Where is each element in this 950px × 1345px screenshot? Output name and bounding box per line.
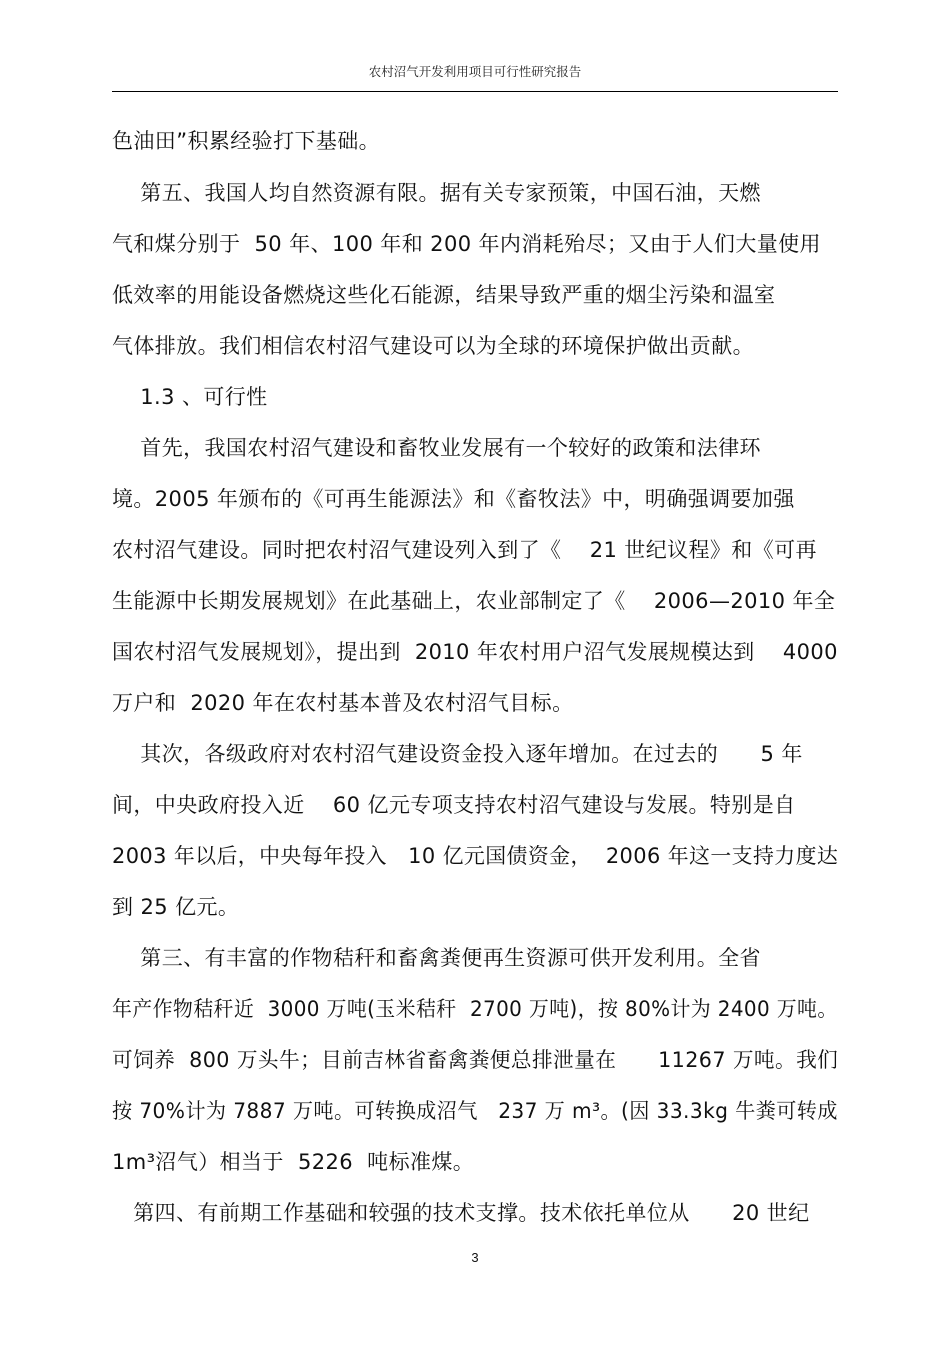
text-line: 第三、有丰富的作物秸秆和畜禽粪便再生资源可供开发利用。全省 (112, 946, 761, 970)
text-line: 1m³沼气）相当于 5226 吨标准煤。 (112, 1150, 475, 1174)
text-line: 可饲养 800 万头牛；目前吉林省畜禽粪便总排泄量在 11267 万吨。我们 (112, 1048, 839, 1072)
text-line: 到 25 亿元。 (112, 895, 240, 919)
text-line: 色油田”积累经验打下基础。 (112, 129, 381, 153)
text-line: 万户和 2020 年在农村基本普及农村沼气目标。 (112, 691, 574, 715)
text-line: 年产作物秸秆近 3000 万吨(玉米秸秆 2700 万吨)，按 80%计为 2400 万吨。 (112, 997, 838, 1021)
text-line: 生能源中长期发展规划》在此基础上，农业部制定了《 2006—2010 年全 (112, 589, 836, 613)
text-line: 间，中央政府投入近 60 亿元专项支持农村沼气建设与发展。特别是自 (112, 793, 796, 817)
text-line: 其次，各级政府对农村沼气建设资金投入逐年增加。在过去的 5 年 (112, 742, 803, 766)
text-line: 第五、我国人均自然资源有限。据有关专家预策，中国石油，天燃 (112, 181, 761, 205)
text-line: 首先，我国农村沼气建设和畜牧业发展有一个较好的政策和法律环 (112, 436, 761, 460)
text-line: 2003 年以后，中央每年投入 10 亿元国债资金， 2006 年这一支持力度达 (112, 844, 839, 868)
text-line: 农村沼气建设。同时把农村沼气建设列入到了《 21 世纪议程》和《可再 (112, 538, 817, 562)
text-line: 国农村沼气发展规划》，提出到 2010 年农村用户沼气发展规模达到 4000 (112, 640, 838, 664)
text-line: 气和煤分别于 50 年、100 年和 200 年内消耗殆尽；又由于人们大量使用 (112, 232, 821, 256)
text-line: 低效率的用能设备燃烧这些化石能源，结果导致严重的烟尘污染和温室 (112, 283, 776, 307)
text-line: 气体排放。我们相信农村沼气建设可以为全球的环境保护做出贡献。 (112, 334, 754, 358)
section-heading: 1.3 、可行性 (112, 385, 268, 409)
text-line: 境。2005 年颁布的《可再生能源法》和《畜牧法》中，明确强调要加强 (112, 487, 795, 511)
page-number: 3 (471, 1250, 479, 1265)
text-line: 第四、有前期工作基础和较强的技术支撑。技术依托单位从 20 世纪 (112, 1201, 810, 1225)
header-rule (112, 91, 838, 92)
running-header: 农村沼气开发利用项目可行性研究报告 (368, 64, 582, 79)
text-line: 按 70%计为 7887 万吨。可转换成沼气 237 万 m³。(因 33.3kg 牛粪可转成 (112, 1099, 838, 1123)
